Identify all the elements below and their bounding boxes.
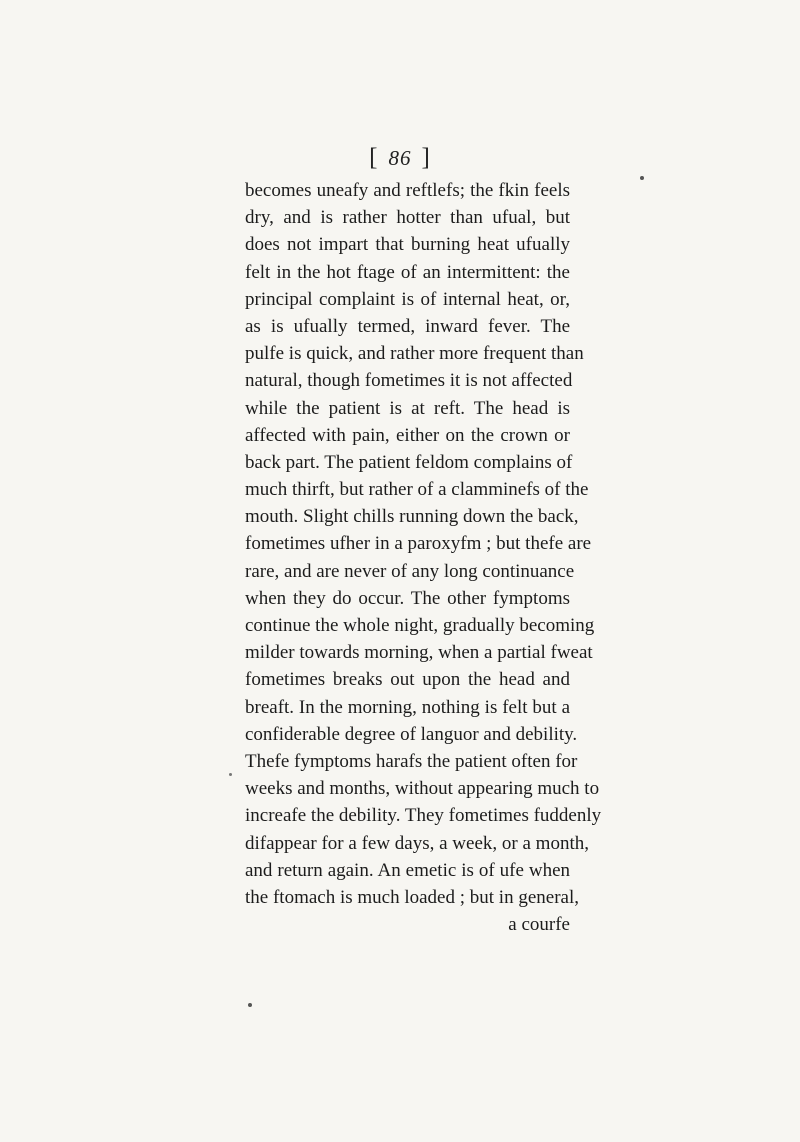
- page-number: 86: [388, 146, 412, 170]
- text-line: does not impart that burning heat ufually: [245, 234, 570, 256]
- text-line: confiderable degree of languor and debility.: [245, 723, 578, 745]
- text-line: mouth. Slight chills running down the back,: [245, 506, 579, 528]
- page-marker-open: [: [369, 144, 379, 171]
- text-line: Thefe fymptoms harafs the patient often for: [245, 750, 578, 772]
- text-line: back part. The patient feldom complains of: [245, 451, 573, 473]
- text-line: pulfe is quick, and rather more frequent than: [245, 343, 584, 365]
- text-line: dry, and is rather hotter than ufual, but: [245, 207, 570, 229]
- text-line: natural, though fometimes it is not affected: [245, 370, 573, 392]
- text-line: affected with pain, either on the crown or: [245, 424, 570, 446]
- text-line: felt in the hot ftage of an intermittent: the: [245, 261, 570, 283]
- text-line: difappear for a few days, a week, or a month,: [245, 832, 589, 854]
- catchword-line: a courfe: [508, 914, 570, 936]
- body-text: [245, 177, 602, 938]
- text-line: rare, and are never of any long continuance: [245, 560, 575, 582]
- text-line: becomes uneafy and reftlefs; the fkin feels: [245, 180, 570, 201]
- text-line: weeks and months, without appearing much to: [245, 778, 600, 800]
- text-line: while the patient is at reft. The head is: [245, 397, 570, 419]
- page-marker-close: ]: [421, 144, 431, 171]
- ink-speck: [640, 176, 644, 180]
- text-line: breaft. In the morning, nothing is felt but a: [245, 696, 570, 718]
- text-line: much thirft, but rather of a clamminefs of the: [245, 479, 589, 501]
- text-line: fometimes ufher in a paroxyfm ; but thefe are: [245, 533, 592, 555]
- page-header: [0, 144, 800, 172]
- ink-speck: [248, 1003, 252, 1007]
- text-line: when they do occur. The other fymptoms: [245, 587, 570, 609]
- text-line: and return again. An emetic is of ufe when: [245, 859, 570, 881]
- text-line: continue the whole night, gradually becoming: [245, 615, 595, 636]
- text-line: increafe the debility. They fometimes fuddenly: [245, 805, 602, 827]
- text-line: as is ufually termed, inward fever. The: [245, 315, 570, 337]
- ink-speck: [229, 773, 232, 776]
- text-line: milder towards morning, when a partial fweat: [245, 642, 593, 664]
- text-line: the ftomach is much loaded ; but in general,: [245, 886, 579, 908]
- text-line: principal complaint is of internal heat, or,: [245, 288, 570, 310]
- text-line: fometimes breaks out upon the head and: [245, 669, 570, 691]
